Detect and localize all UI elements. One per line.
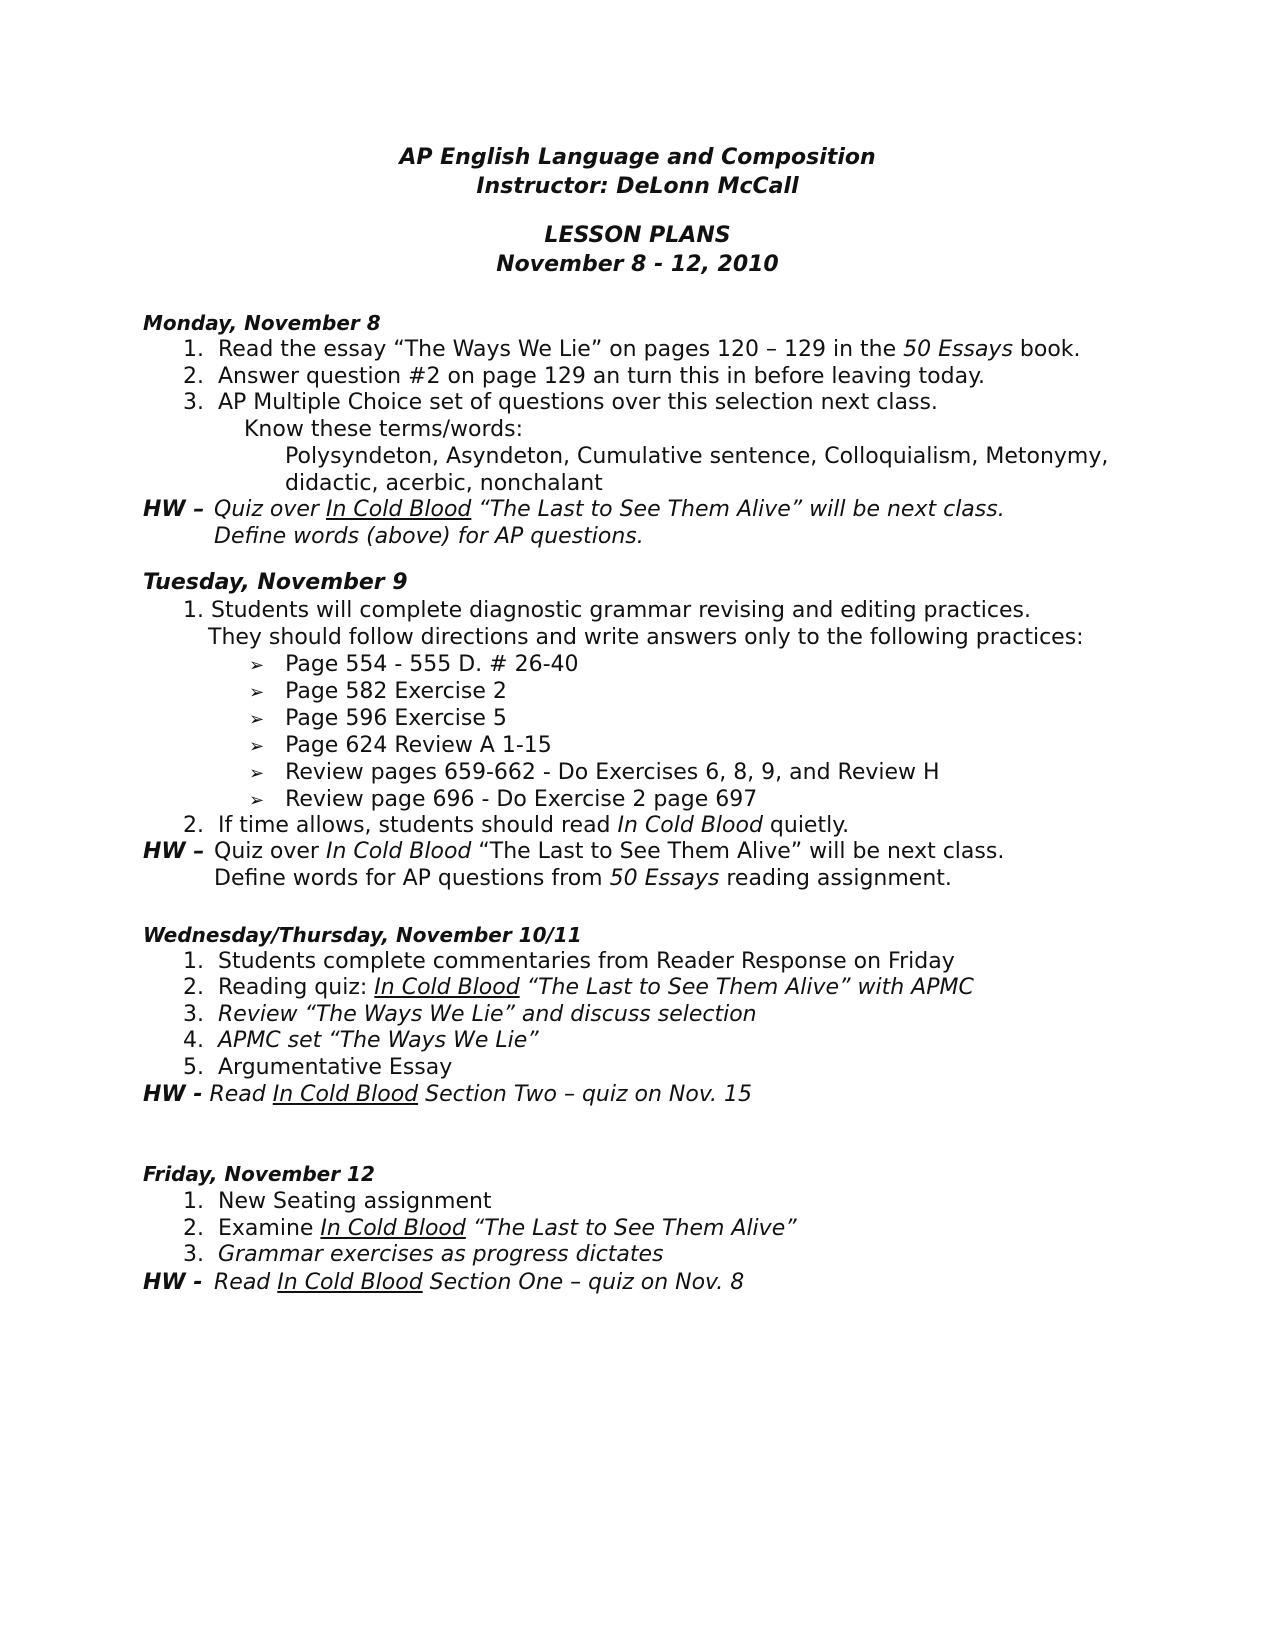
- homework-label: HW -: [143, 1082, 203, 1107]
- tuesday-heading: Tuesday, November 9: [143, 570, 408, 595]
- list-item: 3. Review “The Ways We Lie” and discuss selection: [183, 1002, 757, 1027]
- instructor-name: Instructor: DeLonn McCall: [476, 174, 799, 199]
- list-item-continuation: They should follow directions and write answers only to the following practices:: [208, 625, 1084, 650]
- friday-heading: Friday, November 12: [143, 1162, 375, 1186]
- arrow-bullet-icon: ➢: [249, 736, 265, 757]
- monday-heading: Monday, November 8: [143, 311, 381, 335]
- date-range: November 8 - 12, 2010: [496, 252, 779, 277]
- bullet-item: ➢ Page 582 Exercise 2: [249, 679, 507, 704]
- arrow-bullet-icon: ➢: [249, 709, 265, 730]
- homework-label: HW –: [143, 839, 205, 864]
- list-item: 2. Reading quiz: In Cold Blood “The Last to See Them Alive” with APMC: [183, 975, 974, 1000]
- arrow-bullet-icon: ➢: [249, 790, 265, 811]
- homework-line: Quiz over In Cold Blood “The Last to See Them Alive” will be next class.: [214, 839, 1005, 864]
- list-item: 5. Argumentative Essay: [183, 1055, 453, 1080]
- terms-line: Polysyndeton, Asyndeton, Cumulative sentence, Colloquialism, Metonymy,: [285, 444, 1109, 469]
- homework-label: HW –: [143, 497, 205, 522]
- homework-line: Read In Cold Blood Section One – quiz on Nov. 8: [214, 1270, 745, 1295]
- bullet-item: ➢ Review page 696 - Do Exercise 2 page 697: [249, 787, 758, 812]
- bullet-item: ➢ Page 596 Exercise 5: [249, 706, 507, 731]
- list-item: 1. New Seating assignment: [183, 1189, 492, 1214]
- list-item: 3. AP Multiple Choice set of questions over this selection next class.: [183, 390, 938, 415]
- homework-line: HW - Read In Cold Blood Section Two – quiz on Nov. 15: [143, 1082, 753, 1107]
- list-item: 1. Read the essay “The Ways We Lie” on pages 120 – 129 in the 50 Essays book.: [183, 337, 1081, 362]
- arrow-bullet-icon: ➢: [249, 655, 265, 676]
- wednesday-thursday-heading: Wednesday/Thursday, November 10/11: [143, 923, 582, 947]
- list-item: 1. Students will complete diagnostic grammar revising and editing practices.: [183, 598, 1031, 623]
- homework-label: HW -: [143, 1270, 203, 1295]
- homework-line: Quiz over In Cold Blood “The Last to See Them Alive” will be next class.: [214, 497, 1005, 522]
- lesson-plans-title: LESSON PLANS: [544, 223, 731, 248]
- list-item: 4. APMC set “The Ways We Lie”: [183, 1028, 539, 1053]
- bullet-item: ➢ Page 624 Review A 1-15: [249, 733, 552, 758]
- list-item: 3. Grammar exercises as progress dictates: [183, 1242, 664, 1267]
- bullet-item: ➢ Page 554 - 555 D. # 26-40: [249, 652, 579, 677]
- list-item: 1. Students complete commentaries from Reader Response on Friday: [183, 949, 955, 974]
- homework-line: Define words (above) for AP questions.: [214, 524, 644, 549]
- homework-line: Define words for AP questions from 50 Essays reading assignment.: [214, 866, 952, 891]
- arrow-bullet-icon: ➢: [249, 763, 265, 784]
- arrow-bullet-icon: ➢: [249, 682, 265, 703]
- terms-line: didactic, acerbic, nonchalant: [285, 471, 603, 496]
- bullet-item: ➢ Review pages 659-662 - Do Exercises 6, 8, 9, and Review H: [249, 760, 940, 785]
- list-item: 2. Examine In Cold Blood “The Last to See Them Alive”: [183, 1216, 797, 1241]
- list-item: 2. Answer question #2 on page 129 an turn this in before leaving today.: [183, 364, 985, 389]
- course-title: AP English Language and Composition: [399, 145, 876, 170]
- terms-label: Know these terms/words:: [244, 417, 523, 442]
- list-item: 2. If time allows, students should read In Cold Blood quietly.: [183, 813, 850, 838]
